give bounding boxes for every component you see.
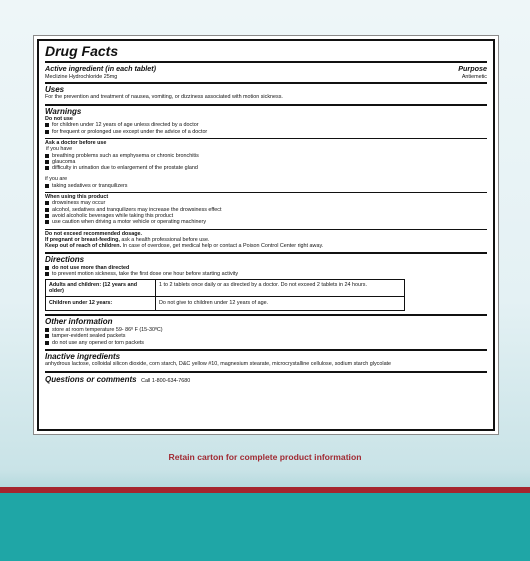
table-cell-dose: Do not give to children under 12 years of age.: [156, 297, 405, 311]
list-item: do not use more than directed: [45, 265, 487, 271]
when-using-heading: When using this product: [45, 194, 109, 201]
if-you-have-label: if you have: [46, 146, 73, 153]
list-item: to prevent motion sickness, take the first dose one hour before starting activity: [45, 271, 487, 277]
table-row: [46, 279, 405, 297]
uses-heading: Uses: [45, 84, 65, 94]
keep-out-of-reach-line: Keep out of reach of children. In case of overdose, get medical help or contact a Poison Control Center right away.: [45, 243, 324, 250]
ask-doctor-block: [45, 138, 487, 192]
active-ingredient-heading: Active ingredient (in each tablet): [45, 64, 157, 73]
table-row: [46, 297, 405, 311]
bullet-square-icon: [45, 154, 49, 158]
bullet-square-icon: [45, 220, 49, 224]
warnings-heading: Warnings: [45, 106, 82, 116]
list-item: for frequent or prolonged use except under the advice of a doctor: [45, 129, 487, 135]
drug-facts-panel: [33, 35, 499, 435]
bullet-square-icon: [45, 208, 49, 212]
list-item: taking sedatives or tranquilizers: [45, 183, 487, 189]
pregnant-line: If pregnant or breast-feeding, ask a health professional before use.: [45, 236, 210, 243]
list-item: for children under 12 years of age unless directed by a doctor: [45, 122, 487, 128]
directions-table: [45, 279, 405, 312]
purpose-value: Antiemetic: [461, 73, 487, 80]
bullet-square-icon: [45, 266, 49, 270]
directions-section: [45, 252, 487, 314]
list-item: avoid alcoholic beverages while taking this product: [45, 213, 487, 219]
list-item: alcohol, sedatives and tranquilizers may increase the drowsiness effect: [45, 207, 487, 213]
list-item: difficulty in urination due to enlargement of the prostate gland: [45, 165, 487, 171]
inactive-ingredients-heading: Inactive ingredients: [45, 351, 121, 361]
drug-facts-title: Drug Facts: [45, 43, 119, 59]
table-cell-who: Adults and children: (12 years and older): [46, 279, 156, 297]
drug-facts-frame: [37, 39, 495, 431]
bullet-square-icon: [45, 130, 49, 134]
bullet-square-icon: [45, 214, 49, 218]
bullet-square-icon: [45, 201, 49, 205]
questions-section: [45, 371, 487, 385]
do-not-use-heading: Do not use: [45, 116, 73, 123]
active-ingredient-value: Meclizine Hydrochloride 25mg: [45, 73, 118, 80]
bullet-square-icon: [45, 184, 49, 188]
list-item: breathing problems such as emphysema or chronic bronchitis: [45, 153, 487, 159]
bullet-square-icon: [45, 341, 49, 345]
ask-doctor-heading: Ask a doctor before use: [45, 139, 107, 146]
table-cell-dose: 1 to 2 tablets once daily or as directed by a doctor. Do not exceed 2 tablets in 24 hours.: [156, 279, 405, 297]
when-using-block: [45, 192, 487, 228]
retain-carton-note: Retain carton for complete product information: [168, 452, 362, 462]
list-item: store at room temperature 59- 86º F (15-30ºC): [45, 327, 487, 333]
if-you-are-label: if you are: [45, 176, 68, 183]
warnings-section: [45, 104, 487, 253]
purpose-heading: Purpose: [458, 64, 487, 73]
bullet-square-icon: [45, 160, 49, 164]
questions-phone: Call 1-800-634-7680: [141, 377, 191, 384]
directions-heading: Directions: [45, 255, 85, 265]
uses-text: For the prevention and treatment of nausea, vomiting, or dizziness associated with motion sickness.: [45, 94, 283, 101]
bullet-square-icon: [45, 123, 49, 127]
table-cell-who: Children under 12 years:: [46, 297, 156, 311]
bullet-square-icon: [45, 272, 49, 276]
inactive-ingredients-section: [45, 349, 487, 371]
bullet-square-icon: [45, 334, 49, 338]
do-not-exceed-text: Do not exceed recommended dosage.: [45, 230, 143, 237]
dosage-warning-block: [45, 229, 487, 253]
list-item: do not use any opened or torn packets: [45, 340, 487, 346]
inactive-ingredients-text: anhydrous lactose, colloidal silicon dioxide, corn starch, D&C yellow #10, magnesium stearate, microcrystalline cellulose, sodium starch glycolate: [45, 361, 392, 368]
uses-section: [45, 82, 487, 104]
list-item: tamper-evident sealed packets: [45, 333, 487, 339]
questions-heading: Questions or comments: [45, 374, 137, 384]
bullet-square-icon: [45, 328, 49, 332]
list-item: drowsiness may occur: [45, 200, 487, 206]
list-item: glaucoma: [45, 159, 487, 165]
other-information-section: [45, 314, 487, 348]
active-ingredient-section: [45, 61, 487, 82]
other-information-heading: Other information: [45, 317, 113, 327]
bullet-square-icon: [45, 166, 49, 170]
background-teal-band: [0, 493, 530, 561]
list-item: use caution when driving a motor vehicle or operating machinery: [45, 219, 487, 225]
